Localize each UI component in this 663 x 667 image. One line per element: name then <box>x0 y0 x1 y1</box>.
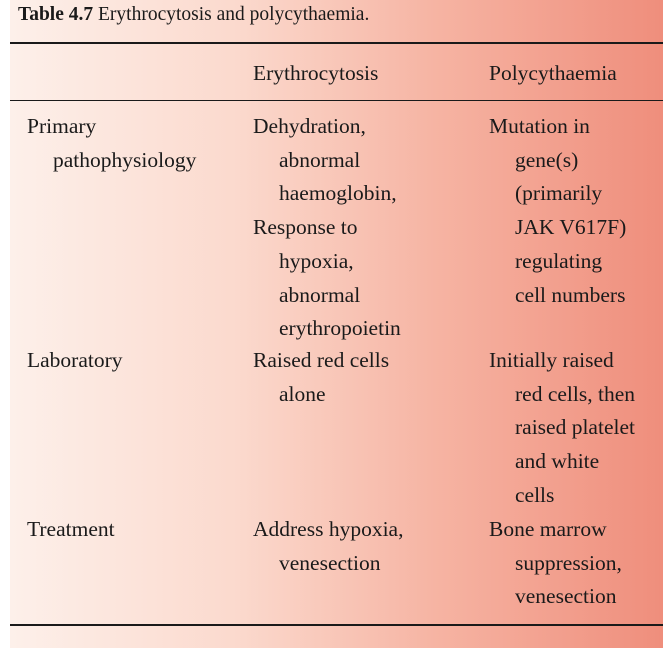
cell-line: Laboratory <box>27 348 123 372</box>
table-caption <box>18 4 369 26</box>
header-erythrocytosis: Erythrocytosis <box>253 61 379 85</box>
cell-line: pathophysiology <box>53 147 197 172</box>
cell-line: raised platelet <box>515 415 635 440</box>
cell-line: Mutation in <box>489 114 590 138</box>
cell-line: Response to <box>253 215 358 240</box>
cell-line: Raised red cells <box>253 348 390 372</box>
cell-line: venesection <box>515 584 617 609</box>
table-title: Erythrocytosis and polycythaemia. <box>98 4 370 25</box>
cell-line: abnormal <box>279 282 361 307</box>
cell-line: (primarily <box>515 181 603 206</box>
cell-line: haemoglobin, <box>279 181 397 206</box>
cell-erythrocytosis-treatment <box>253 513 403 580</box>
bottom-rule <box>10 624 663 626</box>
cell-line: abnormal <box>279 147 361 172</box>
cell-line: Treatment <box>27 517 115 541</box>
cell-line: erythropoietin <box>279 316 401 341</box>
top-rule <box>10 42 663 44</box>
cell-line: regulating <box>515 248 603 273</box>
cell-erythrocytosis-laboratory <box>253 344 389 411</box>
cell-line: red cells, then <box>515 381 635 406</box>
cell-line: gene(s) <box>515 147 579 172</box>
cell-line: Dehydration, <box>253 114 366 138</box>
cell-line: and white <box>515 449 600 474</box>
row-label-laboratory <box>27 344 123 378</box>
cell-line: Initially raised <box>489 348 614 372</box>
cell-polycythaemia-pathophysiology <box>489 110 626 312</box>
cell-line: Bone marrow <box>489 517 607 541</box>
row-label-primary-pathophysiology <box>27 110 196 177</box>
cell-line: Primary <box>27 114 97 138</box>
cell-polycythaemia-treatment <box>489 513 622 614</box>
table-number: Table 4.7 <box>18 4 94 25</box>
cell-erythrocytosis-pathophysiology <box>253 110 401 346</box>
cell-line: cells <box>515 482 555 507</box>
header-polycythaemia: Polycythaemia <box>489 61 617 85</box>
cell-line: hypoxia, <box>279 248 354 273</box>
cell-line: cell numbers <box>515 282 626 307</box>
row-label-treatment <box>27 513 115 547</box>
cell-line: Address hypoxia, <box>253 517 404 541</box>
cell-polycythaemia-laboratory <box>489 344 635 513</box>
cell-line: venesection <box>279 550 381 575</box>
cell-line: JAK V617F) <box>515 215 627 240</box>
cell-line: suppression, <box>515 550 622 575</box>
cell-line: alone <box>279 381 326 406</box>
header-rule <box>10 100 663 101</box>
